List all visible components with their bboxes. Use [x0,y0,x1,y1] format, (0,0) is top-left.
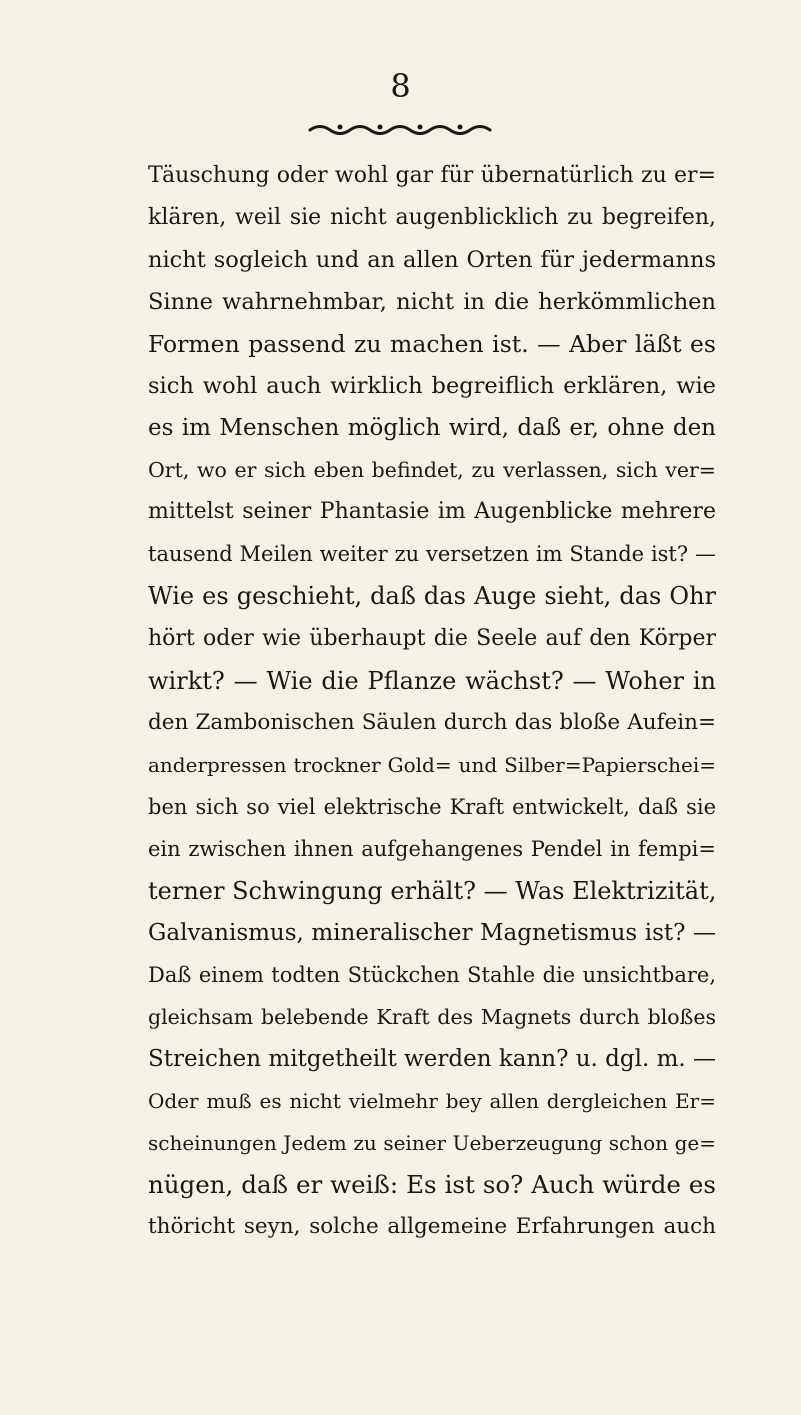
text-line: klären, weil sie nicht augenblicklich zu begreifen, [148,205,716,231]
body-text [148,155,716,1248]
page-number: 8 [390,67,411,105]
text-line: Täuschung oder wohl gar für übernatürlich zu er= [148,163,716,188]
text-line: ben sich so viel elektrische Kraft entwickelt, daß sie [148,794,716,819]
text-line: gleichsam belebende Kraft des Magnets durch bloßes [148,1004,716,1029]
text-line: es im Menschen möglich wird, daß er, ohne den [148,415,716,442]
text-line: Daß einem todten Stückchen Stahle die unsichtbare, [148,962,716,987]
text-line: sich wohl auch wirklich begreiflich erklären, wie [148,373,716,400]
decorative-ornament-rule [306,120,496,138]
text-line: hört oder wie überhaupt die Seele auf den Körper [148,625,716,651]
text-line: scheinungen Jedem zu seiner Ueberzeugung schon ge= [148,1131,716,1156]
text-line: terner Schwingung erhält? — Was Elektrizität, [148,876,716,905]
text-line: Streichen mitgetheilt werden kann? u. dgl. m. — [148,1045,716,1072]
text-line: nicht sogleich und an allen Orten für jedermanns [148,247,716,274]
text-line: nügen, daß er weiß: Es ist so? Auch würde es [148,1170,716,1200]
text-line: ein zwischen ihnen aufgehangenes Pendel in fempi= [148,836,716,861]
text-line: anderpressen trockner Gold= und Silber=Papierschei= [148,752,716,777]
text-line: Oder muß es nicht vielmehr bey allen dergleichen Er= [148,1089,716,1114]
text-line: Sinne wahrnehmbar, nicht in die herkömmlichen [148,289,716,316]
text-line: Wie es geschieht, daß das Auge sieht, das Ohr [148,582,716,611]
text-line: mittelst seiner Phantasie im Augenblicke mehrere [148,499,716,525]
text-line: thöricht seyn, solche allgemeine Erfahrungen auch [148,1214,716,1240]
text-line: Galvanismus, mineralischer Magnetismus ist? — [148,919,716,946]
text-line: tausend Meilen weiter zu versetzen im Stande ist? — [148,542,716,567]
text-line: Ort, wo er sich eben befindet, zu verlassen, sich ver= [148,458,716,483]
text-line: wirkt? — Wie die Pflanze wächst? — Woher in [148,666,716,695]
text-line: den Zambonischen Säulen durch das bloße Aufein= [148,709,716,735]
text-line: Formen passend zu machen ist. — Aber läßt es [148,330,716,359]
